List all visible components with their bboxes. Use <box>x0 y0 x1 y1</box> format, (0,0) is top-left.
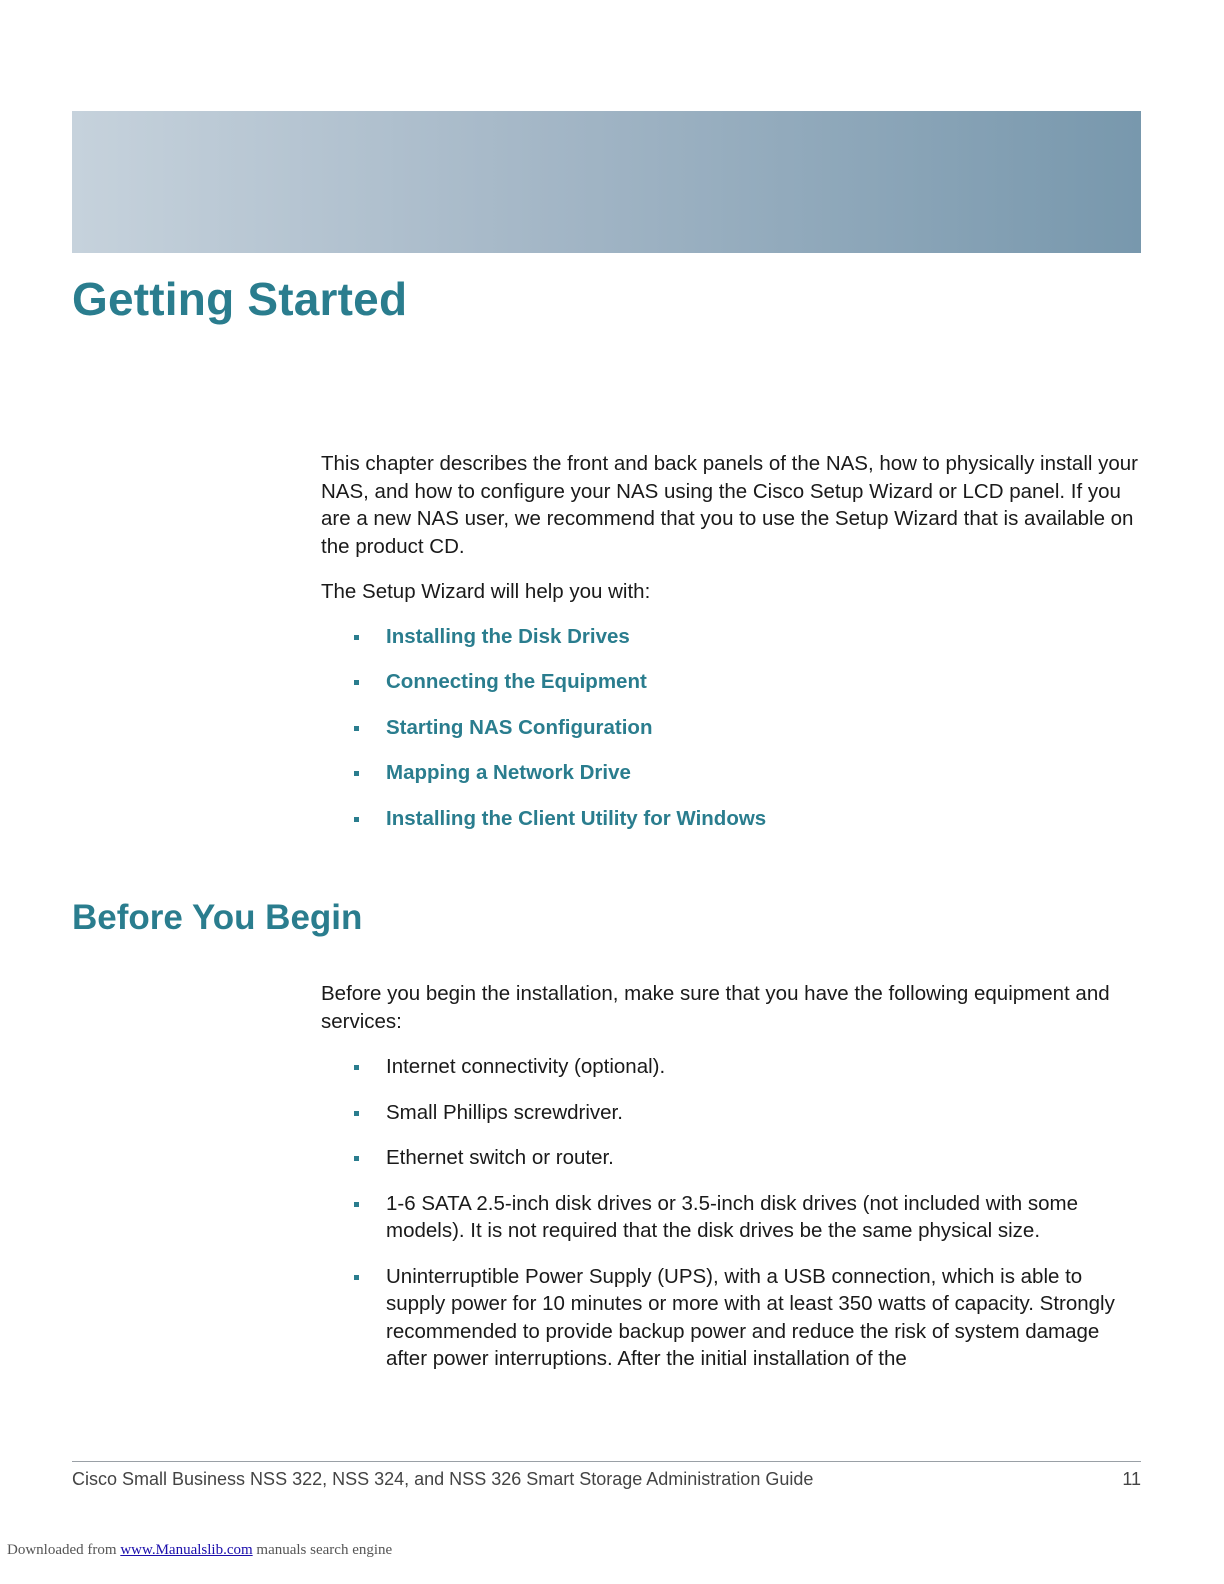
requirement-text: Ethernet switch or router. <box>386 1146 614 1169</box>
footer-guide-title: Cisco Small Business NSS 322, NSS 324, and NSS 326 Smart Storage Administration Guide <box>72 1469 814 1489</box>
list-item <box>321 714 1146 742</box>
download-suffix: manuals search engine <box>256 1542 393 1558</box>
list-item <box>321 1263 1146 1373</box>
square-bullet-icon <box>354 726 359 731</box>
requirement-text: Small Phillips screwdriver. <box>386 1100 623 1124</box>
square-bullet-icon <box>354 817 359 822</box>
list-item <box>321 1053 1146 1081</box>
download-source-line <box>7 1542 392 1559</box>
list-item <box>321 623 1146 651</box>
chapter-banner <box>72 111 1141 253</box>
link-starting-nas-configuration[interactable]: Starting NAS Configuration <box>386 715 653 739</box>
chapter-title: Getting Started <box>72 273 408 325</box>
list-item <box>321 759 1146 787</box>
square-bullet-icon <box>354 1156 359 1161</box>
intro-paragraph: This chapter describes the front and back panels of the NAS, how to physically install your NAS, and how to configure your NAS using the Cisco Setup Wizard or LCD panel. If you are a new NAS user, we recommend that you to use the Setup Wizard that is available on the product CD. <box>321 452 1139 558</box>
square-bullet-icon <box>354 1202 359 1207</box>
list-item <box>321 805 1146 833</box>
list-item <box>321 668 1146 696</box>
link-connecting-equipment[interactable]: Connecting the Equipment <box>386 670 647 693</box>
square-bullet-icon <box>354 680 359 685</box>
section-title-before-you-begin: Before You Begin <box>72 898 363 937</box>
link-installing-disk-drives[interactable]: Installing the Disk Drives <box>386 624 630 648</box>
list-item <box>321 1144 1146 1172</box>
before-you-begin-paragraph: Before you begin the installation, make sure that you have the following equipment and services: <box>321 982 1110 1033</box>
before-you-begin-section <box>321 980 1146 1391</box>
intro-section <box>321 450 1146 850</box>
manualslib-link[interactable]: www.Manualslib.com <box>120 1542 253 1558</box>
square-bullet-icon <box>354 1065 359 1070</box>
list-item <box>321 1190 1146 1245</box>
square-bullet-icon <box>354 1111 359 1116</box>
download-prefix: Downloaded from <box>7 1542 117 1558</box>
footer-page-number: 11 <box>1122 1469 1141 1489</box>
square-bullet-icon <box>354 771 359 776</box>
requirement-text: 1-6 SATA 2.5-inch disk drives or 3.5-inch disk drives (not included with some models). It is not required that the disk drives be the same physical size. <box>386 1191 1078 1242</box>
link-installing-client-utility[interactable]: Installing the Client Utility for Windows <box>386 806 767 830</box>
square-bullet-icon <box>354 635 359 640</box>
footer-divider <box>72 1461 1141 1462</box>
requirements-list <box>321 1053 1146 1373</box>
list-item <box>321 1099 1146 1127</box>
square-bullet-icon <box>354 1275 359 1280</box>
requirement-text: Internet connectivity (optional). <box>386 1055 666 1078</box>
setup-wizard-help-line: The Setup Wizard will help you with: <box>321 580 651 603</box>
requirement-text: Uninterruptible Power Supply (UPS), with a USB connection, which is able to supply power for 10 minutes or more with at least 350 watts of capacity. Strongly recommended to provide backup power and reduce the risk of system damage after power interruptions. After the initial installation of the <box>386 1264 1115 1370</box>
setup-wizard-topic-list <box>321 623 1146 833</box>
link-mapping-network-drive[interactable]: Mapping a Network Drive <box>386 761 631 784</box>
